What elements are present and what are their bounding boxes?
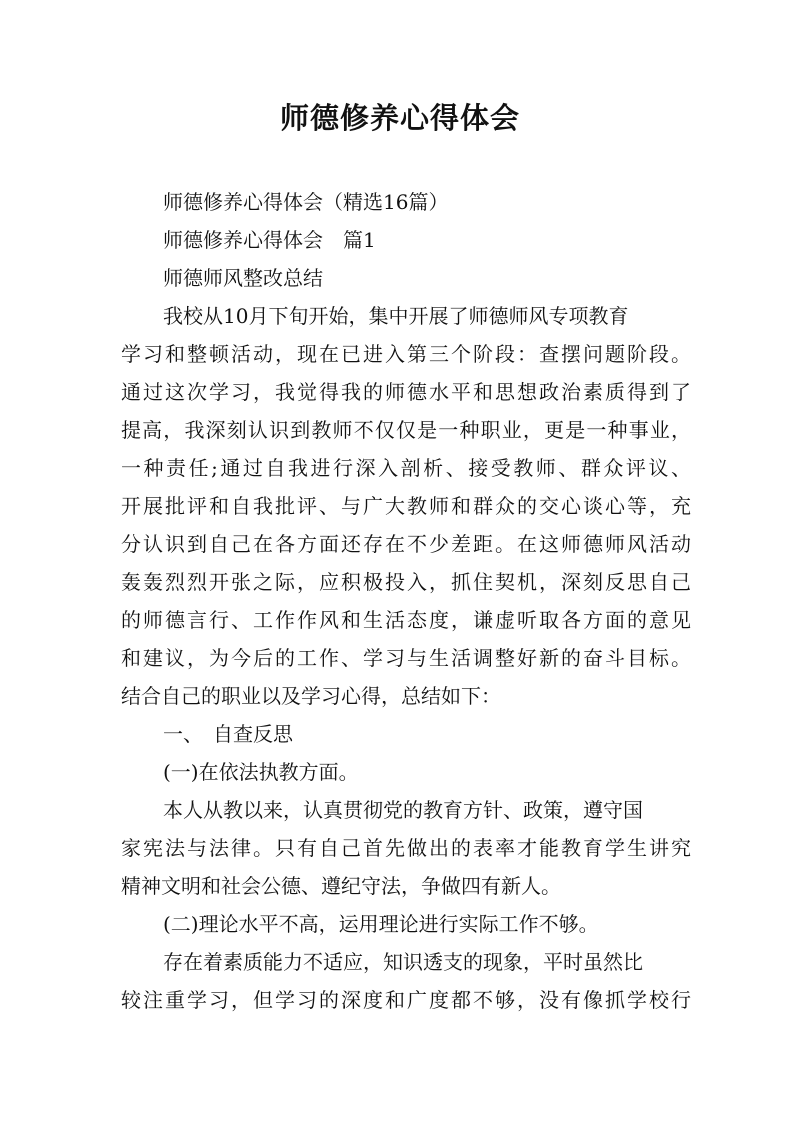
text-line: 精神文明和社会公德、遵纪守法，争做四有新人。: [121, 874, 561, 898]
text-line: 学习和整顿活动，现在已进入第三个阶段：查摆问题阶段。: [121, 342, 691, 366]
text-line: 我校从10月下旬开始，集中开展了师德师风专项教育: [163, 304, 629, 328]
text-line: 开展批评和自我批评、与广大教师和群众的交心谈心等，充: [121, 494, 691, 518]
text-line: (二)理论水平不高，运用理论进行实际工作不够。: [163, 912, 599, 936]
page-title: 师德修养心得体会: [279, 101, 520, 135]
text-line: 较注重学习，但学习的深度和广度都不够，没有像抓学校行: [121, 988, 691, 1012]
text-line: 轰轰烈烈开张之际，应积极投入，抓住契机，深刻反思自己: [121, 570, 691, 594]
text-line: 一种责任;通过自我进行深入剖析、接受教师、群众评议、: [121, 456, 691, 480]
text-line: 家宪法与法律。只有自己首先做出的表率才能教育学生讲究: [121, 836, 691, 860]
text-line: 一、 自查反思: [163, 722, 293, 746]
text-line: 师德师风整改总结: [163, 266, 323, 290]
text-line: 通过这次学习，我觉得我的师德水平和思想政治素质得到了: [121, 380, 691, 404]
text-line: 的师德言行、工作作风和生活态度，谦虚听取各方面的意见: [121, 608, 691, 632]
text-line: 和建议，为今后的工作、学习与生活调整好新的奋斗目标。: [121, 646, 691, 670]
text-line: 师德修养心得体会 篇1: [163, 228, 376, 252]
text-line: 分认识到自己在各方面还存在不少差距。在这师德师风活动: [121, 532, 691, 556]
document-body: [121, 183, 691, 1019]
text-line: 结合自己的职业以及学习心得，总结如下：: [121, 684, 501, 708]
text-line: (一)在依法执教方面。: [163, 760, 359, 784]
text-line: 提高，我深刻认识到教师不仅仅是一种职业，更是一种事业，: [121, 418, 691, 442]
text-line: 师德修养心得体会（精选16篇）: [163, 190, 449, 214]
text-line: 存在着素质能力不适应，知识透支的现象，平时虽然比: [163, 950, 643, 974]
text-line: 本人从教以来，认真贯彻党的教育方针、政策，遵守国: [163, 798, 643, 822]
